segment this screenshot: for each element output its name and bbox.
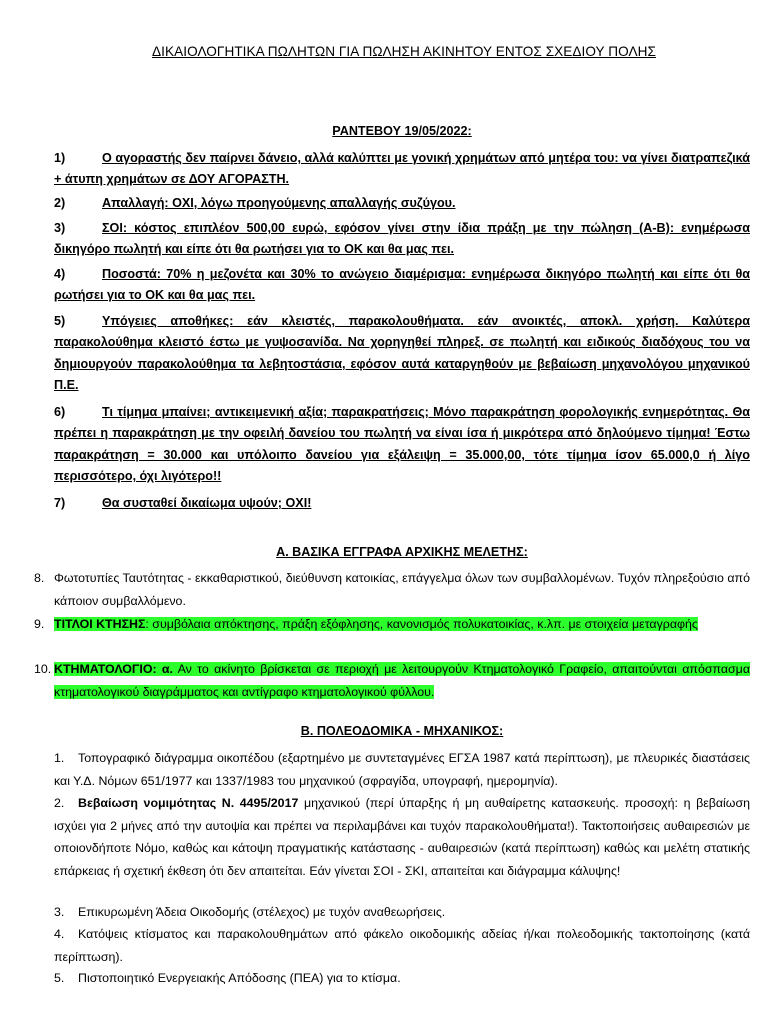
section-a-item-9: 9. ΤΙΤΛΟΙ ΚΤΗΣΗΣ: συμβόλαια απόκτησης, πράξη εξόφλησης, κανονισμός πολυκατοικίας, κ.λπ. με στοιχεία μεταγραφής bbox=[34, 617, 698, 631]
appointment-item-5: 5) Υπόγειες αποθήκες: εάν κλειστές, παρακολουθήματα. εάν ανοικτές, αποκλ. χρήση. Καλύτερα παρακολούθημα κλειστό έστω με γυψοσανίδα. Να χορηγηθεί πληρεξ. σε πωλητή και ειδικούς διαδόχους του να δημιουργούν παρακολούθημα τα λεβητοστάσια, εφόσον αυτά καταργηθούν με βεβαίωση μηχανολόγου μηχανικού Π.Ε. bbox=[54, 314, 750, 393]
appointment-item-3: 3) ΣΟΙ: κόστος επιπλέον 500,00 ευρώ, εφόσον γίνει στην ίδια πράξη με την πώληση (Α-Β): ενημέρωσα δικηγόρο πωλητή και είπε ότι θα ρωτήσει για το ΟΚ και θα μας πει. bbox=[54, 221, 750, 257]
section-b-item-2: 2. Βεβαίωση νομιμότητας Ν. 4495/2017 μηχανικού (περί ύπαρξης ή μη αυθαίρετης κατασκευής. προσοχή: η βεβαίωση ισχύει για 2 μήνες από την αυτοψία και πρέπει να περιλαμβάνει και τυχόν παρακολουθήματα!). Τακτοποιήσεις αυθαιρεσιών με οποιονδήποτε Νόμο, καθώς και κάτοψη πραγματικής κατάστασης - αυθαιρεσιών (κατά περίπτωση) καθώς και μελέτη στατικής επάρκειας ή σχετική έκθεση ότι δεν απαιτείται. Εάν γίνεται ΣΟΙ - ΣΚΙ, απαιτείται και διάγραμμα κάλυψης! bbox=[54, 796, 750, 878]
section-a-item-8: 8. Φωτοτυπίες Ταυτότητας - εκκαθαριστικού, διεύθυνση κατοικίας, επάγγελμα όλων των συμβαλλομένων. Τυχόν πληρεξούσιο από κάποιον συμβαλλόμενο. bbox=[34, 571, 750, 608]
section-b-item-3: 3. Επικυρωμένη Άδεια Οικοδομής (στέλεχος) με τυχόν αναθεωρήσεις. bbox=[54, 905, 446, 919]
document-title: ΔΙΚΑΙΟΛΟΓΗΤΙΚΑ ΠΩΛΗΤΩΝ ΓΙΑ ΠΩΛΗΣΗ ΑΚΙΝΗΤΟΥ ΕΝΤΟΣ ΣΧΕΔΙΟΥ ΠΟΛΗΣ bbox=[152, 44, 656, 59]
legality-certificate-label: Βεβαίωση νομιμότητας Ν. 4495/2017 bbox=[78, 796, 299, 810]
appointment-item-6: 6) Τι τίμημα μπαίνει; αντικειμενική αξία; παρακρατήσεις; Μόνο παρακράτηση φορολογικής ενημερότητας. Θα πρέπει η παρακράτηση με την οφειλή δανείου του πωλητή να είναι ίσα ή μικρότερα από δηλούμενο τίμημα! Έστω παρακράτηση = 30.000 και υπόλοιπο δανείου για εξάλειψη = 35.000,00, τότε τίμημα ίσον 65.000,0 ή λίγο περισσότερο, όχι λιγότερο!! bbox=[54, 405, 750, 484]
appointment-item-1: 1) Ο αγοραστής δεν παίρνει δάνειο, αλλά καλύπτει με γονική χρημάτων από μητέρα του: να γίνει διατραπεζικά + άτυπη χρημάτων σε ΔΟΥ ΑΓΟΡΑΣΤΗ. bbox=[54, 151, 750, 187]
section-b-heading: Β. ΠΟΛΕΟΔΟΜΙΚΑ - ΜΗΧΑΝΙΚΟΣ: bbox=[300, 724, 504, 738]
section-b-item-1: 1. Τοπογραφικό διάγραμμα οικοπέδου (εξαρτημένο με συντεταγμένες ΕΓΣΑ 1987 κατά περίπτωση), με πλευρικές διαστάσεις και Υ.Δ. Νόμων 651/1977 και 1337/1983 του μηχανικού (σφραγίδα, υπογραφή, ημερομηνία). bbox=[54, 751, 750, 788]
section-b-item-5: 5. Πιστοποιητικό Ενεργειακής Απόδοσης (ΠΕΑ) για το κτίσμα. bbox=[54, 971, 401, 985]
appointment-heading: ΡΑΝΤΕΒΟΥ 19/05/2022: bbox=[332, 124, 472, 138]
section-a-heading: Α. ΒΑΣΙΚΑ ΕΓΓΡΑΦΑ ΑΡΧΙΚΗΣ ΜΕΛΕΤΗΣ: bbox=[276, 545, 528, 559]
section-a-item-10: 10. ΚΤΗΜΑΤΟΛΟΓΙΟ: α. Αν το ακίνητο βρίσκεται σε περιοχή με λειτουργούν Κτηματολογικό Γραφείο, απαιτούνται απόσπασμα κτηματολογικού διαγράμματος και αντίγραφο κτηματολογικού φύλλου. bbox=[34, 662, 750, 699]
section-b-item-4: 4. Κατόψεις κτίσματος και παρακολουθημάτων από φάκελο οικοδομικής αδείας ή/και πολεοδομικής τακτοποίησης (κατά περίπτωση). bbox=[54, 927, 750, 964]
titles-label: ΤΙΤΛΟΙ ΚΤΗΣΗΣ bbox=[54, 617, 146, 631]
appointment-item-2: 2) Απαλλαγή: ΟΧΙ, λόγω προηγούμενης απαλλαγής συζύγου. bbox=[54, 196, 456, 210]
appointment-item-7: 7) Θα συσταθεί δικαίωμα υψούν; ΟΧΙ! bbox=[54, 496, 312, 510]
cadastre-label: ΚΤΗΜΑΤΟΛΟΓΙΟ: α. bbox=[54, 662, 173, 676]
appointment-item-4: 4) Ποσοστά: 70% η μεζονέτα και 30% το ανώγειο διαμέρισμα: ενημέρωσα δικηγόρο πωλητή και είπε ότι θα ρωτήσει για το ΟΚ και θα μας πει. bbox=[54, 267, 750, 303]
